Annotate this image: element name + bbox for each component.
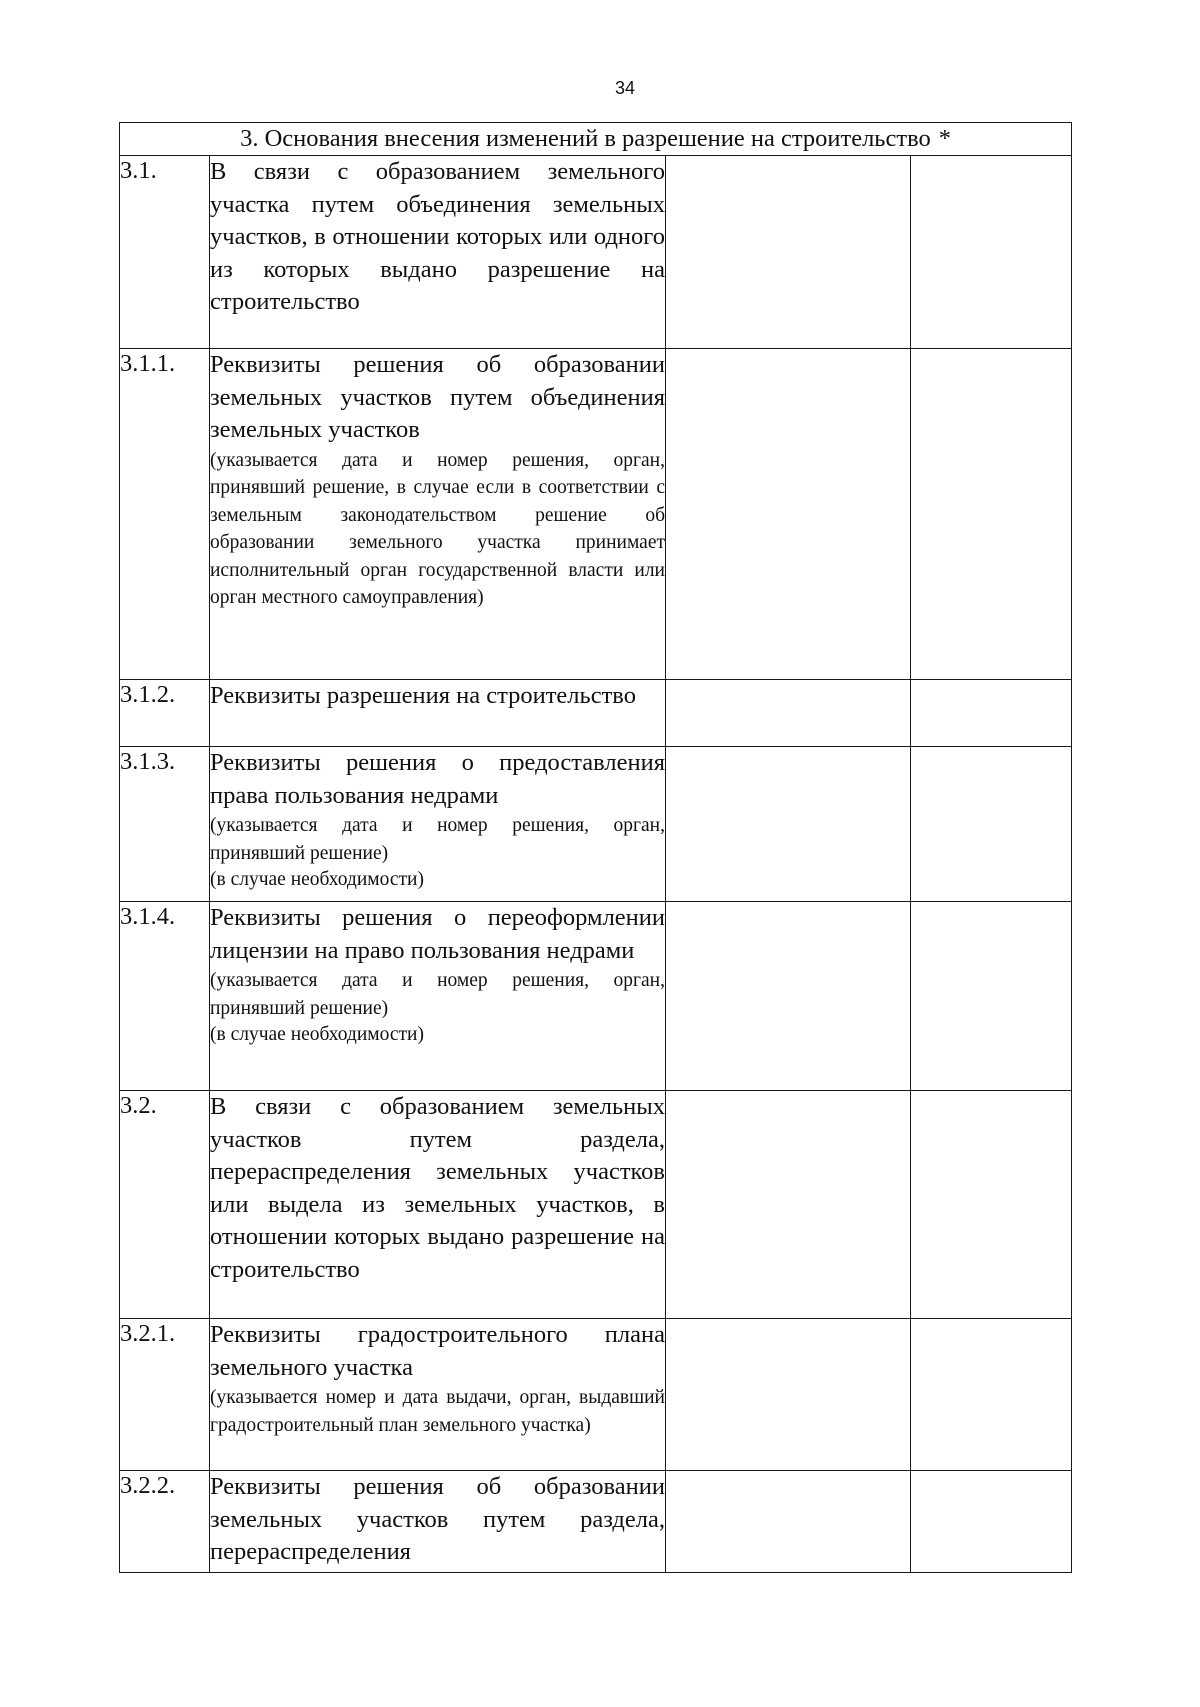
row-text: Реквизиты решения о предоставления права пользования недрами	[210, 749, 665, 809]
row-text: В связи с образованием земельного участка путем объединения земельных участков, в отношении которых или одного из которых выдано разрешение на строительство	[210, 158, 665, 315]
row-description	[210, 747, 666, 902]
section-header-cell	[120, 123, 1072, 156]
row-description	[210, 349, 666, 680]
permit-changes-table	[119, 122, 1072, 1573]
section-title: 3. Основания внесения изменений в разрешение на строительство	[240, 125, 931, 152]
row-note: (указывается дата и номер решения, орган, принявший решение)	[210, 815, 665, 864]
table-row	[120, 680, 1072, 747]
row-note-condition: (в случае необходимости)	[210, 869, 424, 890]
extra-cell[interactable]	[911, 902, 1072, 1091]
row-text: Реквизиты решения об образовании земельных участков путем раздела, перераспределения	[210, 1473, 665, 1565]
value-cell[interactable]	[666, 1471, 911, 1573]
row-number: 3.1.2.	[120, 680, 210, 747]
extra-cell[interactable]	[911, 349, 1072, 680]
footnote-marker: *	[938, 125, 951, 152]
row-note: (указывается номер и дата выдачи, орган, выдавший градостроительный план земельного участка)	[210, 1387, 665, 1436]
extra-cell[interactable]	[911, 1319, 1072, 1471]
table-row	[120, 747, 1072, 902]
table-row	[120, 349, 1072, 680]
row-description	[210, 1091, 666, 1319]
row-text: Реквизиты решения о переоформлении лицензии на право пользования недрами	[210, 904, 665, 964]
row-description	[210, 680, 666, 747]
row-note: (указывается дата и номер решения, орган, принявший решение)	[210, 970, 665, 1019]
page-number: 34	[614, 78, 636, 98]
table-row	[120, 902, 1072, 1091]
row-text: В связи с образованием земельных участков путем раздела, перераспределения земельных участков или выдела из земельных участков, в отношении которых выдано разрешение на строительство	[210, 1093, 665, 1283]
table-row	[120, 1471, 1072, 1573]
row-description	[210, 902, 666, 1091]
row-text: Реквизиты градостроительного плана земельного участка	[210, 1321, 665, 1381]
row-number: 3.2.2.	[120, 1471, 210, 1573]
value-cell[interactable]	[666, 349, 911, 680]
extra-cell[interactable]	[911, 680, 1072, 747]
row-note-condition: (в случае необходимости)	[210, 1024, 424, 1045]
row-number: 3.2.	[120, 1091, 210, 1319]
row-number: 3.2.1.	[120, 1319, 210, 1471]
section-header-row	[120, 123, 1072, 156]
table-row	[120, 1091, 1072, 1319]
value-cell[interactable]	[666, 680, 911, 747]
row-description	[210, 1471, 666, 1573]
value-cell[interactable]	[666, 1091, 911, 1319]
value-cell[interactable]	[666, 156, 911, 349]
extra-cell[interactable]	[911, 1471, 1072, 1573]
row-number: 3.1.4.	[120, 902, 210, 1091]
row-description	[210, 1319, 666, 1471]
extra-cell[interactable]	[911, 156, 1072, 349]
row-number: 3.1.1.	[120, 349, 210, 680]
value-cell[interactable]	[666, 902, 911, 1091]
row-number: 3.1.3.	[120, 747, 210, 902]
row-text: Реквизиты разрешения на строительство	[210, 682, 636, 709]
extra-cell[interactable]	[911, 747, 1072, 902]
row-number: 3.1.	[120, 156, 210, 349]
table-row	[120, 1319, 1072, 1471]
value-cell[interactable]	[666, 1319, 911, 1471]
value-cell[interactable]	[666, 747, 911, 902]
row-text: Реквизиты решения об образовании земельных участков путем объединения земельных участков	[210, 351, 665, 443]
table-row	[120, 156, 1072, 349]
extra-cell[interactable]	[911, 1091, 1072, 1319]
row-description	[210, 156, 666, 349]
row-note: (указывается дата и номер решения, орган, принявший решение, в случае если в соответствии с земельным законодательством решение об образовании земельного участка принимает исполнительный орган государственной власти или орган местного самоуправления)	[210, 449, 665, 608]
